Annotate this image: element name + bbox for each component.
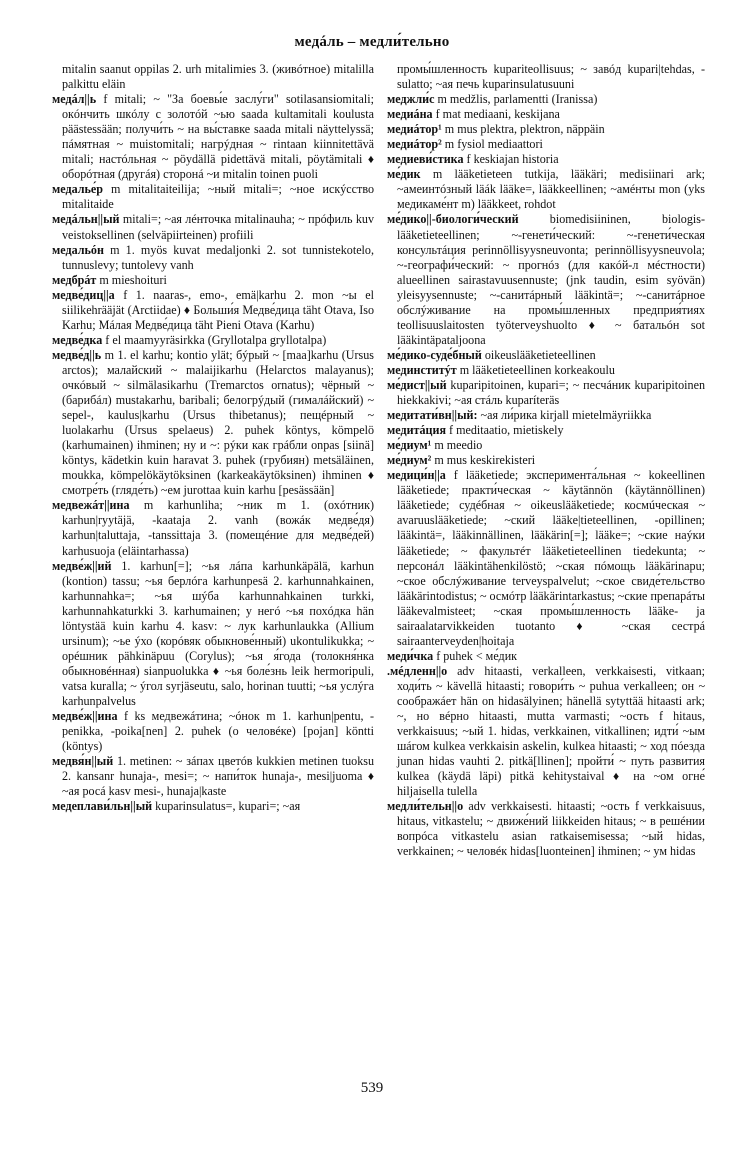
entry-text: f mitali; ~ "За боевы́е заслу́ги" sotilasansiomitali; окóнчить шкóлу с золотóй ~ью saada kultamitali koulusta päästessään; получи́ть ~ на вы́ставке saada mitali näyttelyssä; пáмятная ~ muistomitali; нагрýдная ~ rintaan kiinnitettävä mitali; настóльная ~ pöydällä pidettävä mitali, pöytämitali ♦ оборóтная (другáя) сторонá ~и mitalin toinen puoli xyxy=(62,92,374,182)
entry-headword: ме́дико-суде́бный xyxy=(387,347,482,362)
entry-continuation xyxy=(52,62,374,92)
dictionary-entry xyxy=(387,122,705,137)
dictionary-entry xyxy=(52,243,374,273)
entry-text: m fysiol mediaattori xyxy=(441,137,543,152)
entry-headword: ме́дист||ый xyxy=(387,377,447,392)
entry-headword: медли́тельн||о xyxy=(387,799,464,814)
dictionary-entry xyxy=(387,348,705,363)
entry-headword: меджли́с xyxy=(387,92,435,107)
entry-headword: медáльн||ый xyxy=(52,212,120,227)
dictionary-entry xyxy=(52,498,374,558)
entry-text: m mieshoituri xyxy=(96,272,167,287)
entry-text: adv hitaasti, verkalleen, verkkaisesti, vitkaan; ходи́ть ~ kävellä hitaasti; говори́ть ~ puhua verkalleen; он ~ соображáет hän on hidasälyinen; hänellä sytyttää hitaasti ark; ~, но вéрно hitaasti, mutta varmasti; ~ость f hitaus, verkkaisuus; ~ый 1. hidas, verkkainen, vitkallinen; идти́ ~ым шáгом kulkea verkkaisin askelin, kulkea hitaasti; ~ ход пóезда junan hidas vauhti 2. pitkä[llinen]; пройти́ ~ путь развития kulkea (käydä läpi) pitkä kehitystaival ♦ на ~ом огне́ hiljaisella tulella xyxy=(397,663,705,799)
dictionary-entry xyxy=(387,423,705,438)
dictionary-entry xyxy=(387,363,705,378)
entry-text: m mus plektra, plektron, näppäin xyxy=(441,122,605,137)
entry-headword: мединститýт xyxy=(387,362,457,377)
entry-text: mitali=; ~ая лéнточка mitalinauha; ~ прóфиль kuv veistoksellinen (selväpiirteinen) profiili xyxy=(62,212,374,242)
dictionary-entry xyxy=(52,288,374,333)
page-number: 539 xyxy=(360,1080,384,1096)
entry-headword: медве́д||ь xyxy=(52,347,102,362)
running-head: медáль – медли́тельно xyxy=(294,34,450,50)
entry-text: m 1. myös kuvat medaljonki 2. sot tunnistekotelo, tunnuslevy; tuntolevy vanh xyxy=(62,242,374,272)
entry-headword: медве́дка xyxy=(52,332,103,347)
entry-text: f meditaatio, mietiskely xyxy=(446,423,564,438)
right-column xyxy=(387,62,705,859)
dictionary-entry xyxy=(52,273,374,288)
dictionary-entry xyxy=(387,664,705,799)
entry-text: f ks медвежáтина; ~óнок m 1. karhun|pentu, -penikka, -poika[nen] 2. puhek (о человéке) [pojan] köntti (köntys) xyxy=(62,709,374,754)
entry-text: m mitalitaiteilija; ~ный mitali=; ~ное искýсство mitalitaide xyxy=(62,182,374,212)
entry-headword: медиáна xyxy=(387,107,433,122)
entry-continuation xyxy=(387,62,705,92)
dictionary-entry xyxy=(52,348,374,498)
entry-text: f el maamyyräsirkka (Gryllotalpa gryllotalpa) xyxy=(102,332,327,347)
dictionary-entry xyxy=(52,754,374,799)
dictionary-entry xyxy=(387,649,705,664)
dictionary-entry xyxy=(387,152,705,167)
entry-headword: медвежáт||ина xyxy=(52,498,130,513)
entry-text: m medžlis, parlamentti (Iranissa) xyxy=(434,92,598,107)
dictionary-entry xyxy=(387,107,705,122)
entry-headword: медитáция xyxy=(387,423,446,438)
entry-text: m lääketieteellinen korkeakoulu xyxy=(456,362,615,377)
entry-headword: ме́диум¹ xyxy=(387,438,432,453)
entry-headword: медици́н||а xyxy=(387,468,446,483)
dictionary-entry xyxy=(387,468,705,649)
entry-headword: медалье́р xyxy=(52,182,103,197)
entry-text: biomedisiininen, biologis-lääketieteellinen; ~-генети́ческий: ~-генети́ческая консультáция perinnöllisyysneuvonta; perinnöllisyysneuvola; ~-географи́ческий: ~ прогнóз (для какóй-л мéстности) alueellinen sairastavuusennuste; (jnk taudin, esim syövän) yleisyysennuste; ~-санитáрный lääkintä=; ~-санитáрное обслýживание на промы́шленных предприя́тиях teollisuuslaitosten työterveyshuolto ♦ ~ батальóн sot lääkintäpataljoona xyxy=(397,212,705,347)
entry-headword: ме́дико||-биологи́ческий xyxy=(387,212,519,227)
entry-headword: медеплави́льн||ый xyxy=(52,799,153,814)
dictionary-entry xyxy=(52,559,374,709)
entry-text: f lääketiede; эксперимента́льная ~ kokeellinen lääketiede; практи́ческая ~ käytännön (käytännöllinen) lääketiede; судéбная ~ oikeuslääketiede; космúческая ~ avaruuslääketiede; ~ский lääke|tieteellinen, -opillinen; lääkintä=, lääkinnällinen, lääkärin[=]; lääke=; ~ские наýки lääketiede; ~ факультéт lääketieteellinen tiedekunta; ~ персонáл lääkintähenkilöstö; ~ская пóмощь lääkärinapu; ~ское обслýживание terveyspalvelut; ~ское свиде́тельство lääkärintodistus; ~ осмóтр lääkärintarkastus; ~ские препарáты lääkevalmisteet; ~ская промы́шленность lääke- ja sairaalatarvikkeiden tuotanto ♦ ~ская сестрá sairaanterveyden|hoitaja xyxy=(397,468,705,648)
entry-headword: медиáтор¹ xyxy=(387,122,442,137)
entry-text: adv verkkaisesti. hitaasti; ~ость f verkkaisuus, hitaus, vitkastelu; ~ движе́ний liikkeiden hitaus; ~ в решéнии вопрóса vitkastelu asian ratkaisemisessa; ~ый hidas, verkkainen; ~ человéк hidas[luonteinen] ihminen; ~ ум hidas xyxy=(397,799,705,859)
dictionary-entry xyxy=(52,92,374,182)
dictionary-entry xyxy=(387,92,705,107)
dictionary-entry xyxy=(387,378,705,408)
entry-text: kuparinsulatus=, kupari=; ~ая xyxy=(152,799,301,814)
entry-headword: медáл||ь xyxy=(52,92,97,107)
entry-text: f mat mediaani, keskijana xyxy=(432,107,560,122)
entry-text: oikeuslääketieteellinen xyxy=(481,347,596,362)
dictionary-entry xyxy=(387,438,705,453)
entry-text: m meedio xyxy=(431,438,483,453)
dictionary-entry xyxy=(52,212,374,242)
entry-headword: ме́диум² xyxy=(387,453,432,468)
dictionary-entry xyxy=(52,333,374,348)
dictionary-entry xyxy=(387,212,705,347)
entry-headword: медиеви́стика xyxy=(387,152,464,167)
entry-text: 1. metinen: ~ зáпах цветóв kukkien metinen tuoksu 2. kansanr hunaja-, mesi=; ~ напи́ток hunaja-, mesi|juoma ♦ ~ая росá kasv mesi-, hunaja|kaste xyxy=(62,754,374,799)
entry-text: kuparipitoinen, kupari=; ~ песчáник kuparipitoinen hiekkakivi; ~ая стáль kuparíteräs xyxy=(397,377,705,408)
entry-headword: медитати́вн||ый: xyxy=(387,408,478,423)
entry-text: f keskiajan historia xyxy=(463,152,559,167)
entry-text: f puhek < ме́дик xyxy=(433,648,518,663)
left-column xyxy=(52,62,374,814)
dictionary-entry xyxy=(387,167,705,212)
entry-headword: ме́дик xyxy=(387,167,421,182)
entry-headword: медальóн xyxy=(52,242,104,257)
entry-headword: медве́ж||ий xyxy=(52,558,112,573)
entry-headword: медиáтор² xyxy=(387,137,442,152)
entry-text: f 1. naaras-, emo-, emä|karhu 2. mon ~ы el siilikehrääjät (Arctiidae) ♦ Больши́я Медве́дица täht Otava, Iso Karhu; Мáлая Медве́дица täht Pieni Otava (Karhu) xyxy=(62,287,374,332)
dictionary-entry xyxy=(52,182,374,212)
entry-text: ~ая ли́рика kirjall mietelmäyriikka xyxy=(477,408,652,423)
dictionary-entry xyxy=(52,709,374,754)
entry-text: m karhunliha; ~ник m 1. (охóтник) karhun|ryytäjä, -kaataja 2. vanh (вожáк медве́дя) karhun|taluttaja, -tanssittaja 3. (помещéние для медве́дей) karhusuoja (eläintarhassa) xyxy=(62,498,374,558)
entry-headword: медвя́н||ый xyxy=(52,754,114,769)
entry-headword: медве́ж||ина xyxy=(52,709,118,724)
dictionary-entry xyxy=(387,137,705,152)
entry-text: m 1. el karhu; kontio ylät; бýрый ~ [maa]karhu (Ursus arctos); малайский ~ malaijikarhu (Helarctos malayanus); очкóвый ~ silmälasikarhu (Tremarctos ornatus); чёрный ~ (барибáл) mustakarhu, baribali; белогрýдый (гималáйский) ~ sepel-, kaulus|karhu (Ursus thibetanus); пещéрный ~ luolakarhu (Ursus spelaeus) 2. puhek köntys, kömpelö (karhumainen) ihminen; ну и ~: рýки как грáбли onpas [siinä] köntys, kädetkin kuin haravat 3. puhek (грубиян) metsäläinen, moukka, kömpelökäytöksinen (karkeakäytöksinen) ihminen ♦ смотре́ть (гляде́ть) ~ем jurottaa kuin karhu [pesässään] xyxy=(62,347,374,498)
entry-text: промы́шленность kupariteollisuus; ~ завóд kupari|tehdas, -sulatto; ~ая печь kuparinsulatusuuni xyxy=(397,62,705,92)
dictionary-entry xyxy=(387,453,705,468)
dictionary-entry xyxy=(52,799,374,814)
entry-headword: .мéдленн||о xyxy=(387,663,448,678)
dictionary-entry xyxy=(387,408,705,423)
entry-headword: меди́чка xyxy=(387,648,434,663)
entry-text: m mus keskirekisteri xyxy=(431,453,536,468)
entry-text: m lääketieteen tutkija, lääkäri; medisiinari ark; ~амеинтóзный läák lääke=, lääkkeellinen; ~амéнты mon (yks медикаме́нт m) lääkkeet, rohdot xyxy=(397,167,705,212)
dictionary-entry xyxy=(387,799,705,859)
entry-headword: медбрáт xyxy=(52,272,97,287)
entry-text: mitalin saanut oppilas 2. urh mitalimies 3. (живóтное) mitalilla palkittu eläin xyxy=(62,62,374,92)
entry-headword: медве́диц||а xyxy=(52,287,115,302)
entry-text: 1. karhun[=]; ~ья лáпа karhunkäpälä, karhun (kontion) tassu; ~ья берлóга karhunpesä 2. karhunnahkainen, karhunnahka=; ~ья шýба karhunnahkainen turkki, karhunnahkaturkki 3. karhumainen; у негó ~ья похóдка hän löntystää kuin karhu 4. kasv: ~ лук karhunlaukka (Allium ursinum); ~ье ýхо (корóвяк обыкнове́нный) ukontulikukka; ~ орéшник pähkinäpuu (Corylus); ~ья я́года (толокня́нка обыкновéнная) sianpuolukka ♦ ~ья боле́знь leik hermoripuli, vatsa kuralla; ~ ýгол syrjäseutu, salo, horinan tuutti; ~ья услýга karhunpalvelus xyxy=(62,558,374,708)
